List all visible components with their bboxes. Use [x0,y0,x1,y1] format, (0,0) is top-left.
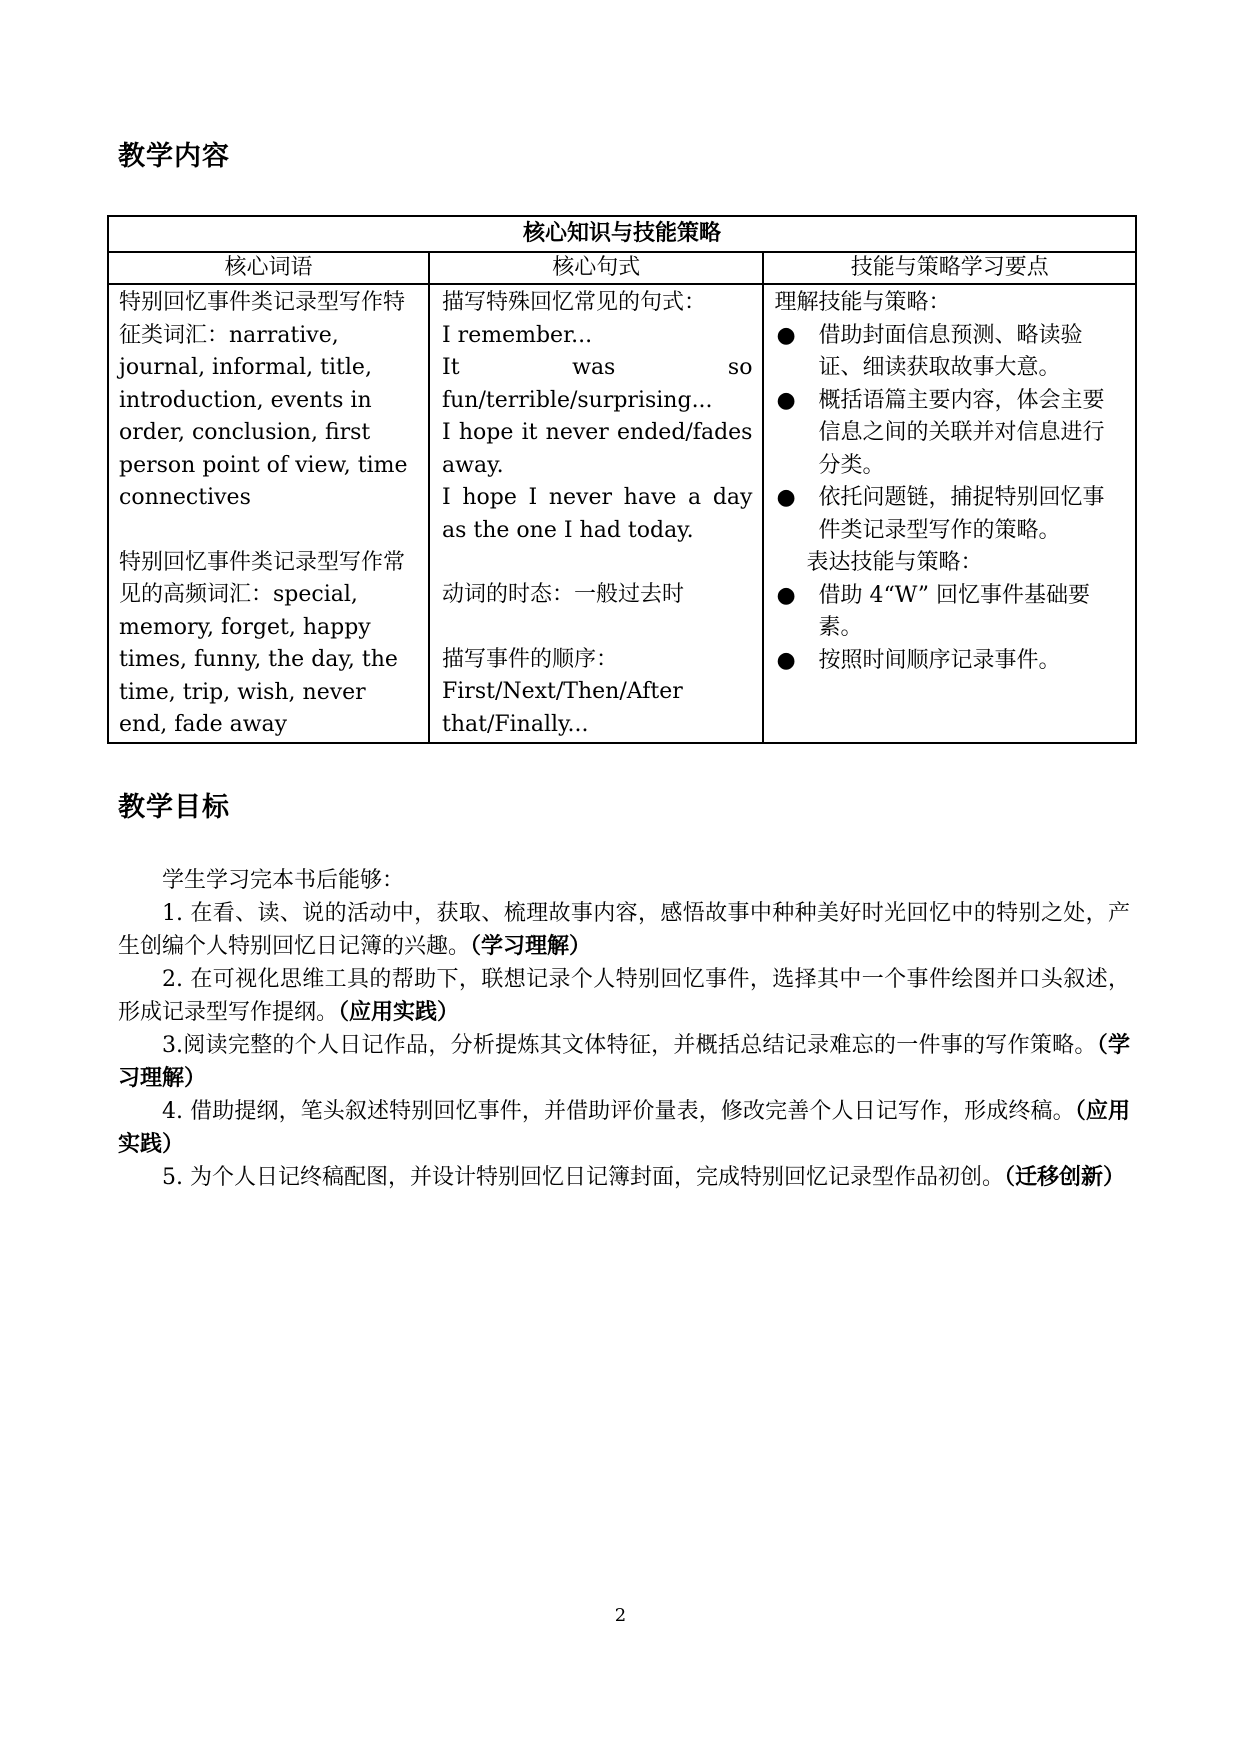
goal-tag: （应用实践） [338,1000,460,1025]
understanding-skills-list [774,320,1125,548]
sentence-pattern-2: It was so fun/terrible/surprising... [442,355,753,413]
goal-text: 2. 在可视化思维工具的帮助下，联想记录个人特别回忆事件，选择其中一个事件绘图并口头叙述，形成记录型写作提纲。 [118,967,1130,1025]
event-order-words: First/Next/Then/After that/Finally... [442,679,683,737]
goal-item [118,1029,1130,1095]
core-words-frequent-vocab: 特别回忆事件类记录型写作常见的高频词汇：special, memory, forget, happy times, funny, the day, the time, trip, wish, never end, fade away [119,549,406,737]
understanding-skill-item: ● 概括语篇主要内容，体会主要信息之间的关联并对信息进行分类。 [774,385,1125,483]
column-header-core-sentences: 核心句式 [429,252,763,284]
goal-text: 3.阅读完整的个人日记作品，分析提炼其文体特征，并概括总结记录难忘的一件事的写作策略。 [162,1033,1097,1058]
section-title-teaching-goals: 教学目标 [118,792,230,823]
goal-text: 1. 在看、读、说的活动中，获取、梳理故事内容，感悟故事中种种美好时光回忆中的特别之处，产生创编个人特别回忆日记簿的兴趣。 [118,901,1130,959]
expression-skill-item: ● 借助 4“W” 回忆事件基础要素。 [774,580,1125,645]
column-header-skills-strategies: 技能与策略学习要点 [763,252,1136,284]
understanding-skill-item: ● 借助封面信息预测、略读验证、细读获取故事大意。 [774,320,1125,385]
verb-tense-note: 动词的时态：一般过去时 [442,582,685,607]
goal-tag: （学习理解） [118,1033,1130,1091]
sentence-pattern-4: I hope I never have a day as the one I had today. [442,485,753,543]
understanding-skills-title: 理解技能与策略： [774,290,951,315]
table-header: 核心知识与技能策略 [108,216,1136,252]
page-number: 2 [614,1605,627,1626]
expression-skills-title: 表达技能与策略： [806,550,983,575]
column-header-core-words: 核心词语 [108,252,429,284]
goal-item [118,897,1130,963]
understanding-skill-item: ● 依托问题链，捕捉特别回忆事件类记录型写作的策略。 [774,482,1125,547]
skills-strategies-cell [763,284,1136,743]
expression-skill-item: ● 按照时间顺序记录事件。 [774,645,1125,678]
goal-text: 5. 为个人日记终稿配图，并设计特别回忆日记簿封面，完成特别回忆记录型作品初创。 [162,1165,1004,1190]
section-title-teaching-content: 教学内容 [118,141,230,172]
event-order-intro: 描写事件的顺序： [442,646,619,672]
goals-intro: 学生学习完本书后能够： [162,868,405,893]
goal-item [118,963,1130,1029]
goal-tag: （学习理解） [470,934,592,959]
core-knowledge-table [107,215,1137,744]
expression-skills-list [774,580,1125,678]
sentence-pattern-3: I hope it never ended/fades away. [442,420,753,478]
goal-item [118,1161,1130,1194]
sentence-patterns-intro: 描写特殊回忆常见的句式： [442,290,707,315]
goal-item [118,1095,1130,1161]
core-words-feature-vocab: 特别回忆事件类记录型写作特征类词汇：narrative, journal, informal, title, introduction, events in order, conclusion, first person point of view, time connectives [119,290,408,510]
core-sentences-cell [429,284,763,743]
sentence-pattern-1: I remember... [442,322,593,348]
core-words-cell [108,284,429,743]
teaching-goals-body [118,864,1130,1194]
goal-tag: （迁移创新） [1004,1165,1126,1190]
goal-text: 4. 借助提纲，笔头叙述特别回忆事件，并借助评价量表，修改完善个人日记写作，形成终稿。 [162,1099,1075,1124]
goal-tag: （应用实践） [118,1099,1130,1157]
